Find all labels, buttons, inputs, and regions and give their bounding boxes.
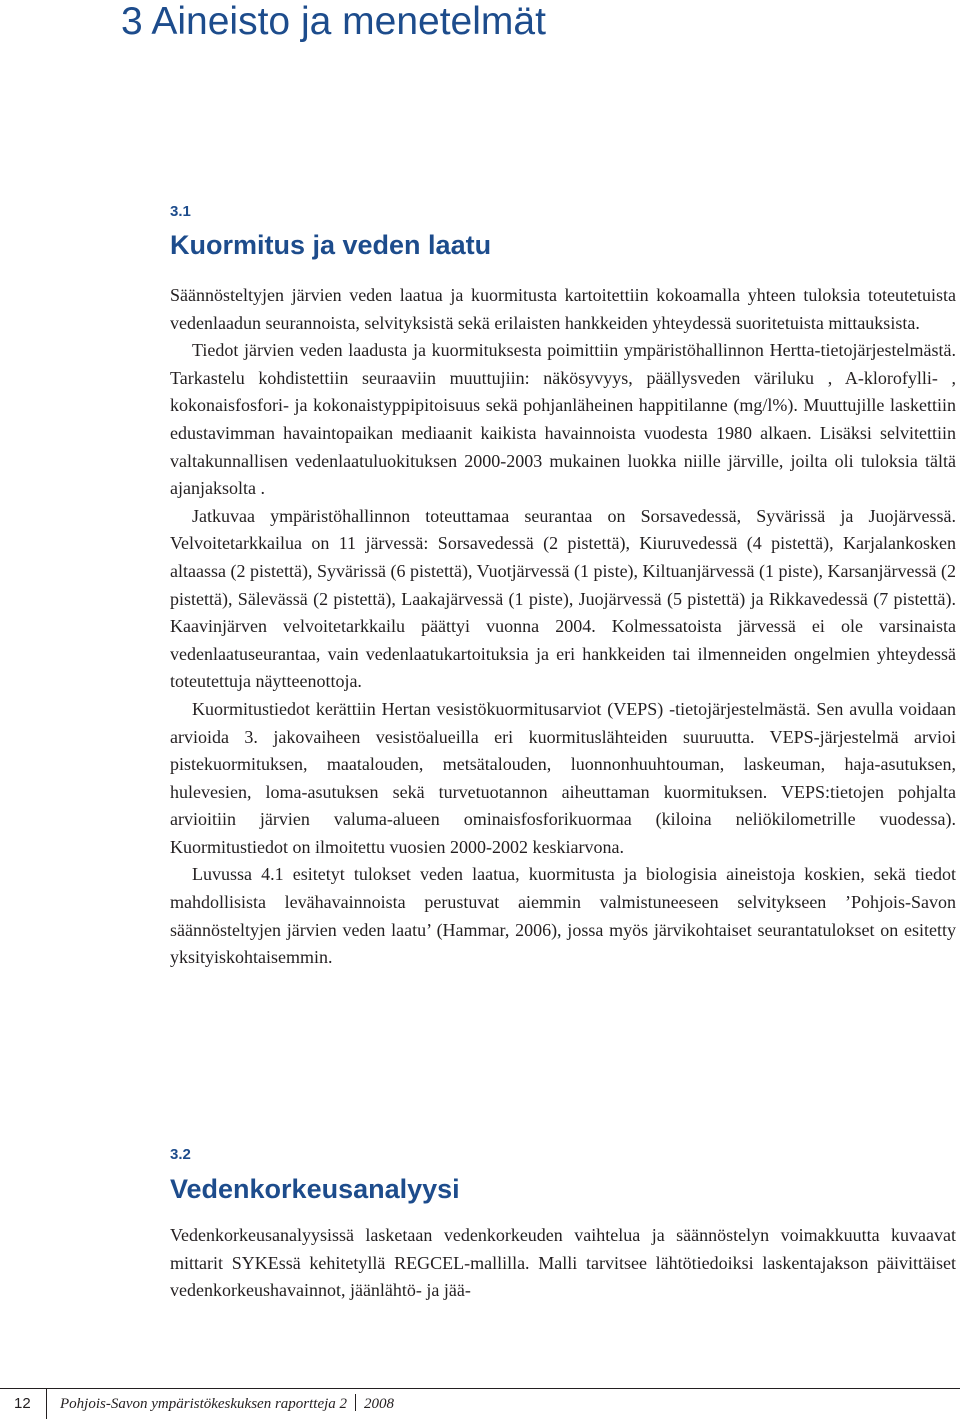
publication-title: Pohjois-Savon ympäristökeskuksen raportteja 2 <box>60 1396 348 1412</box>
footer-publication <box>60 1394 394 1414</box>
section-number: 3.2 <box>170 1146 191 1163</box>
footer-separator <box>355 1394 356 1411</box>
section-body <box>170 1222 956 1305</box>
paragraph: Luvussa 4.1 esitetyt tulokset veden laatua, kuormitusta ja biologisia aineistoja koskien, sekä tiedot mahdollisista levähavainnoista perustuvat aiemmin valmistuneeseen selvitykseen ’Pohjois-Savon säännösteltyjen järvien veden laatu’ (Hammar, 2006), jossa myös järvikohtaiset seurantatulokset on esitetty yksityiskohtaisemmin. <box>170 864 956 968</box>
paragraph: Jatkuvaa ympäristöhallinnon toteuttamaa seurantaa on Sorsavedessä, Syvärissä ja Juojärvessä. Velvoitetarkkailua on 11 järvessä: Sorsavedessä (2 pistettä), Kiuruvedessä (4 pistettä), Karjalankosken altaassa (2 pistettä), Syvärissä (6 pistettä), Vuotjärvessä (1 piste), Kiltuanjärvessä (1 piste), Karsanjärvessä (2 pistettä), Sälevässä (2 pistettä), Laakajärvessä (1 piste), Juojärvessä (5 pistettä) ja Rikkavedessä (7 pistettä). Kaavinjärven velvoitetarkkailu päättyi vuonna 2004. Kolmessatoista järvessä ei ole varsinaista vedenlaatuseurantaa, vain vedenlaatukartoituksia ja eri hankkeiden tai ilmenneiden ongelmien yhteydessä toteutettuja näytteenottoja. <box>170 505 956 692</box>
paragraph: Tiedot järvien veden laadusta ja kuormituksesta poimittiin ympäristöhallinnon Hertta-tietojärjestelmästä. Tarkastelu kohdistettiin seuraaviin muuttujiin: näkösyvyys, päällysveden väriluku , A-klorofylli- , kokonaisfosfori- ja kokonaistyppipitoisuus sekä pohjanläheinen happitilanne (mg/l%). Muuttujille laskettiin edustavimman havaintopaikan mediaanit kaikista havainnoista vuodesta 1980 alkaen. Lisäksi selvitettiin valtakunnallisen vedenlaatuluokituksen 2000-2003 mukainen luokka niille järville, joilta oli tuloksia tältä ajanjaksolta . <box>170 340 956 499</box>
footer-rule <box>0 1388 960 1389</box>
chapter-title: 3 Aineisto ja menetelmät <box>121 0 546 43</box>
section-number: 3.1 <box>170 203 191 220</box>
section-body <box>170 282 956 972</box>
paragraph: Vedenkorkeusanalyysissä lasketaan vedenkorkeuden vaihtelua ja säännöstelyn voimakkuutta kuvaavat mittarit SYKEssä kehitetyllä REGCEL-mallilla. Malli tarvitsee lähtötiedoiksi laskentajakson päivittäiset vedenkorkeushavainnot, jäänlähtö- ja jää- <box>170 1225 956 1301</box>
paragraph: Säännösteltyjen järvien veden laatua ja kuormitusta kartoitettiin kokoamalla yhteen tuloksia toteutetuista vedenlaadun seurannoista, selvityksistä sekä erilaisten hankkeiden yhteydessä suoritetuista mittauksista. <box>170 285 956 333</box>
page-number: 12 <box>14 1395 31 1412</box>
paragraph: Kuormitustiedot kerättiin Hertan vesistökuormitusarviot (VEPS) -tietojärjestelmästä. Sen avulla voidaan arvioida 3. jakovaiheen vesistöalueilla eri kuormituslähteiden suuruutta. VEPS-järjestelmä arvioi pistekuormituksen, maatalouden, metsätalouden, luonnonhuuhtouman, laskeuman, haja-asutuksen, hulevesien, loma-asutuksen sekä turvetuotannon aiheuttaman kuormituksen. VEPS:tietojen pohjalta arvioitiin järvien valuma-alueen ominaisfosforikuormaa (kiloina neliökilometrille vuodessa). Kuormitustiedot on ilmoitettu vuosien 2000-2002 keskiarvona. <box>170 698 956 857</box>
publication-year: 2008 <box>364 1396 395 1412</box>
section-title: Vedenkorkeusanalyysi <box>170 1174 460 1204</box>
section-title: Kuormitus ja veden laatu <box>170 230 492 260</box>
footer-divider <box>46 1388 47 1419</box>
